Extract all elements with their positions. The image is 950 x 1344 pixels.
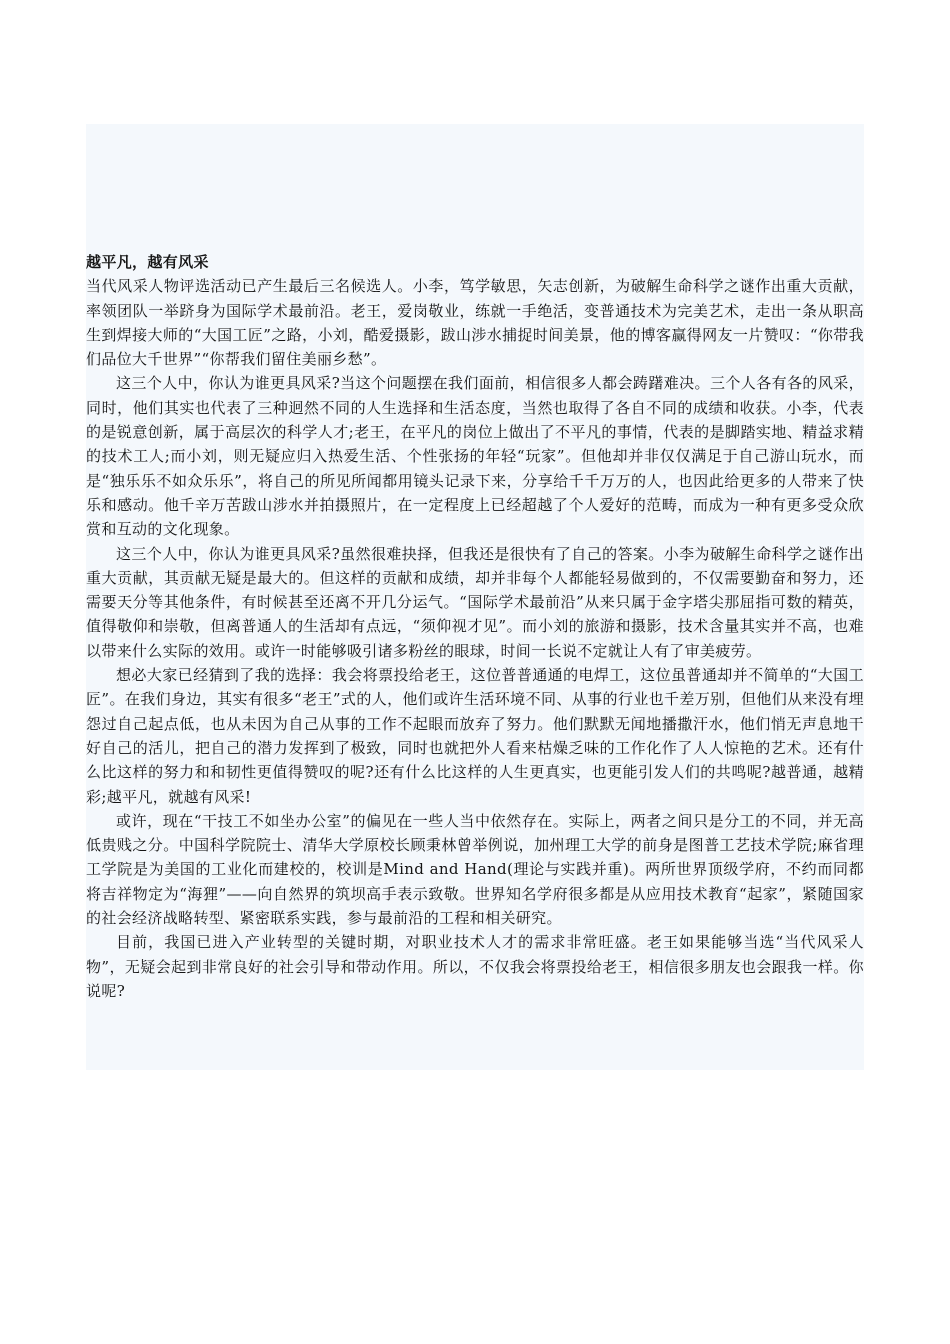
paragraph: 这三个人中，你认为谁更具风采?当这个问题摆在我们面前，相信很多人都会踌躇难决。三个人各有各的风采，同时，他们其实也代表了三种迥然不同的人生选择和生活态度，当然也取得了各自不同的成绩和收获。小李，代表的是锐意创新，属于高层次的科学人才;老王，在平凡的岗位上做出了不平凡的事情，代表的是脚踏实地、精益求精的技术工人;而小刘，则无疑应归入热爱生活、个性张扬的年轻“玩家”。但他却并非仅仅满足于自己游山玩水，而是“独乐乐不如众乐乐”，将自己的所见所闻都用镜头记录下来，分享给千千万万的人，也因此给更多的人带来了快乐和感动。他千辛万苦跋山涉水并拍摄照片，在一定程度上已经超越了个人爱好的范畴，而成为一种有更多受众欣赏和互动的文化现象。 xyxy=(86,374,864,539)
article-title: 越平凡，越有风采 xyxy=(86,253,209,271)
paragraph: 目前，我国已进入产业转型的关键时期，对职业技术人才的需求非常旺盛。老王如果能够当选“当代风采人物”，无疑会起到非常良好的社会引导和带动作用。所以，不仅我会将票投给老王，相信很多朋友也会跟我一样。你说呢? xyxy=(86,933,864,1000)
paragraph: 当代风采人物评选活动已产生最后三名候选人。小李，笃学敏思，矢志创新，为破解生命科学之谜作出重大贡献，率领团队一举跻身为国际学术最前沿。老王，爱岗敬业，练就一手绝活，变普通技术为完美艺术，走出一条从职高生到焊接大师的“大国工匠”之路，小刘，酷爱摄影，跋山涉水捕捉时间美景，他的博客赢得网友一片赞叹：“你带我们品位大千世界”“你帮我们留住美丽乡愁”。 xyxy=(86,277,864,369)
paragraph: 这三个人中，你认为谁更具风采?虽然很难抉择，但我还是很快有了自己的答案。小李为破解生命科学之谜作出重大贡献，其贡献无疑是最大的。但这样的贡献和成绩，却并非每个人都能轻易做到的，不仅需要勤奋和努力，还需要天分等其他条件，有时候甚至还离不开几分运气。“国际学术最前沿”从来只属于金字塔尖那屈指可数的精英，值得敬仰和崇敬，但离普通人的生活却有点远，“须仰视才见”。而小刘的旅游和摄影，技术含量其实并不高，也难以带来什么实际的效用。或许一时能够吸引诸多粉丝的眼球，时间一长说不定就让人有了审美疲劳。 xyxy=(86,544,864,660)
paragraph: 想必大家已经猜到了我的选择：我会将票投给老王，这位普普通通的电焊工，这位虽普通却并不简单的“大国工匠”。在我们身边，其实有很多“老王”式的人，他们或许生活环境不同、从事的行业也千差万别，但他们从来没有埋怨过自己起点低，也从未因为自己从事的工作不起眼而放弃了努力。他们默默无闻地播撒汗水，他们悄无声息地干好自己的活儿，把自己的潜力发挥到了极致，同时也就把外人看来枯燥乏味的工作化作了人人惊艳的艺术。还有什么比这样的努力和和韧性更值得赞叹的呢?还有什么比这样的人生更真实，也更能引发人们的共鸣呢?越普通，越精彩;越平凡，就越有风采! xyxy=(86,666,864,806)
article xyxy=(86,250,864,1003)
paragraph: 或许，现在“干技工不如坐办公室”的偏见在一些人当中依然存在。实际上，两者之间只是分工的不同，并无高低贵贱之分。中国科学院院士、清华大学原校长顾秉林曾举例说，加州理工大学的前身是图普工艺技术学院;麻省理工学院是为美国的工业化而建校的，校训是Mind and Hand(理论与实践并重)。两所世界顶级学府，不约而同都将吉祥物定为“海狸”——向自然界的筑坝高手表示致敬。世界知名学府很多都是从应用技术教育“起家”，紧随国家的社会经济战略转型、紧密联系实践，参与最前沿的工程和相关研究。 xyxy=(86,811,864,928)
